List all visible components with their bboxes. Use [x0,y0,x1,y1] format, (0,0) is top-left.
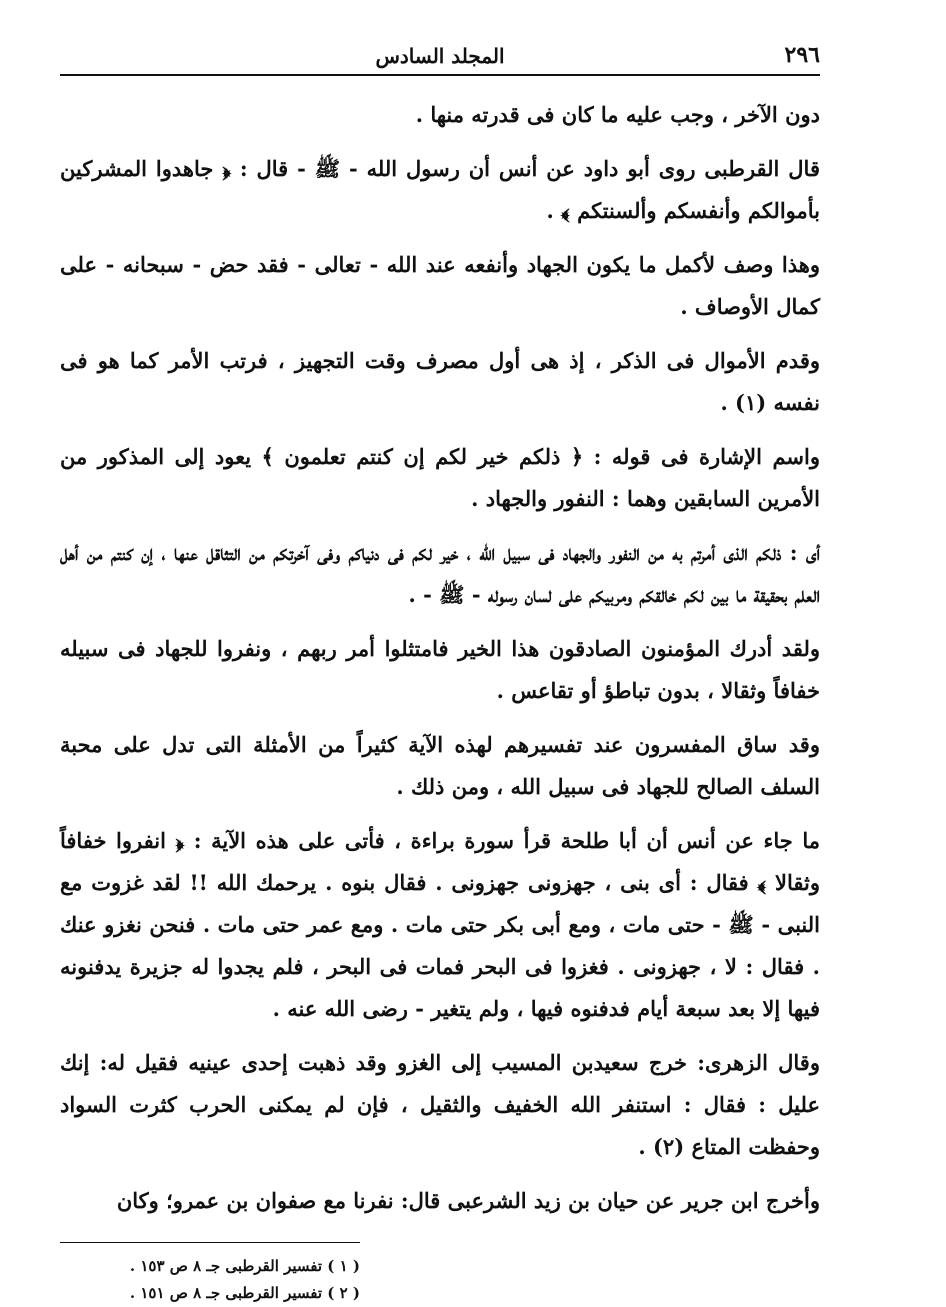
paragraph: وقد ساق المفسرون عند تفسيرهم لهذه الآية كثيراً من الأمثلة التى تدل على محبة السلف الصالح للجهاد فى سبيل الله ، ومن ذلك . [60,732,820,799]
paragraph: وقال الزهرى: خرج سعيدبن المسيب إلى الغزو وقد ذهبت إحدى عينيه فقيل له: إنك عليل : فقال : استنفر الله الخفيف والثقيل ، فإن لم يمكنى الحرب كثرت السواد وحفظت المتاع (٢) . [60,1050,820,1159]
footnote: ( ١ ) تفسير القرطبى جـ ٨ ص ١٥٣ . [129,1257,360,1275]
paragraph: أى : ذلكم الذى أمرتم به من النفور والجهاد فى سبيل الله ، خير لكم فى دنياكم وفى آخرتكم من التثاقل عنها ، إن كنتم من أهل العلم بحقيقة ما بين لكم خالقكم ومربيكم على لسان رسوله - ﷺ - . [60,540,820,607]
running-title: المجلد السادس [375,44,505,68]
paragraph: وهذا وصف لأكمل ما يكون الجهاد وأنفعه عند الله - تعالى - فقد حض - سبحانه - على كمال الأوصاف . [60,252,820,319]
page-body [60,94,820,1222]
paragraph: واسم الإشارة فى قوله : ﴿ ذلكم خير لكم إن كنتم تعلمون ﴾ يعود إلى المذكور من الأمرين السابقين وهما : النفور والجهاد . [60,444,820,511]
paragraph: قال القرطبى روى أبو داود عن أنس أن رسول الله - ﷺ - قال : ﴿ جاهدوا المشركين بأموالكم وأنفسكم وألسنتكم ﴾ . [60,156,820,223]
paragraph: دون الآخر ، وجب عليه ما كان فى قدرته منها . [415,102,820,127]
paragraph: وأخرج ابن جرير عن حيان بن زيد الشرعبى قال: نفرنا مع صفوان بن عمرو؛ وكان [116,1188,820,1213]
book-page [60,30,820,1302]
footnote: ( ٢ ) تفسير القرطبى جـ ٨ ص ١٥١ . [129,1284,360,1302]
paragraph: ولقد أدرك المؤمنون الصادقون هذا الخير فامتثلوا أمر ربهم ، ونفروا للجهاد فى سبيله خفافاً وثقالا ، بدون تباطؤ أو تقاعس . [60,636,820,703]
paragraph: ما جاء عن أنس أن أبا طلحة قرأ سورة براءة ، فأتى على هذه الآية : ﴿ انفروا خفافاً وثقالا ﴾ فقال : أى بنى ، جهزونى جهزونى . فقال بنوه . يرحمك الله !! لقد غزوت مع النبى - ﷺ - حتى مات ، ومع أبى بكر حتى مات . ومع عمر حتى مات . فنحن نغزو عنك . فقال : لا ، جهزونى . فغزوا فى البحر فمات فى البحر ، فلم يجدوا له جزيرة يدفنونه فيها إلا بعد سبعة أيام فدفنوه فيها ، ولم يتغير - رضى الله عنه . [60,828,820,1021]
footnote-divider [60,1242,360,1243]
page-number: ٢٩٦ [784,42,820,68]
paragraph: وقدم الأموال فى الذكر ، إذ هى أول مصرف وقت التجهيز ، فرتب الأمر كما هو فى نفسه (١) . [60,348,820,415]
footnotes [60,1253,360,1307]
page-header [60,30,820,76]
